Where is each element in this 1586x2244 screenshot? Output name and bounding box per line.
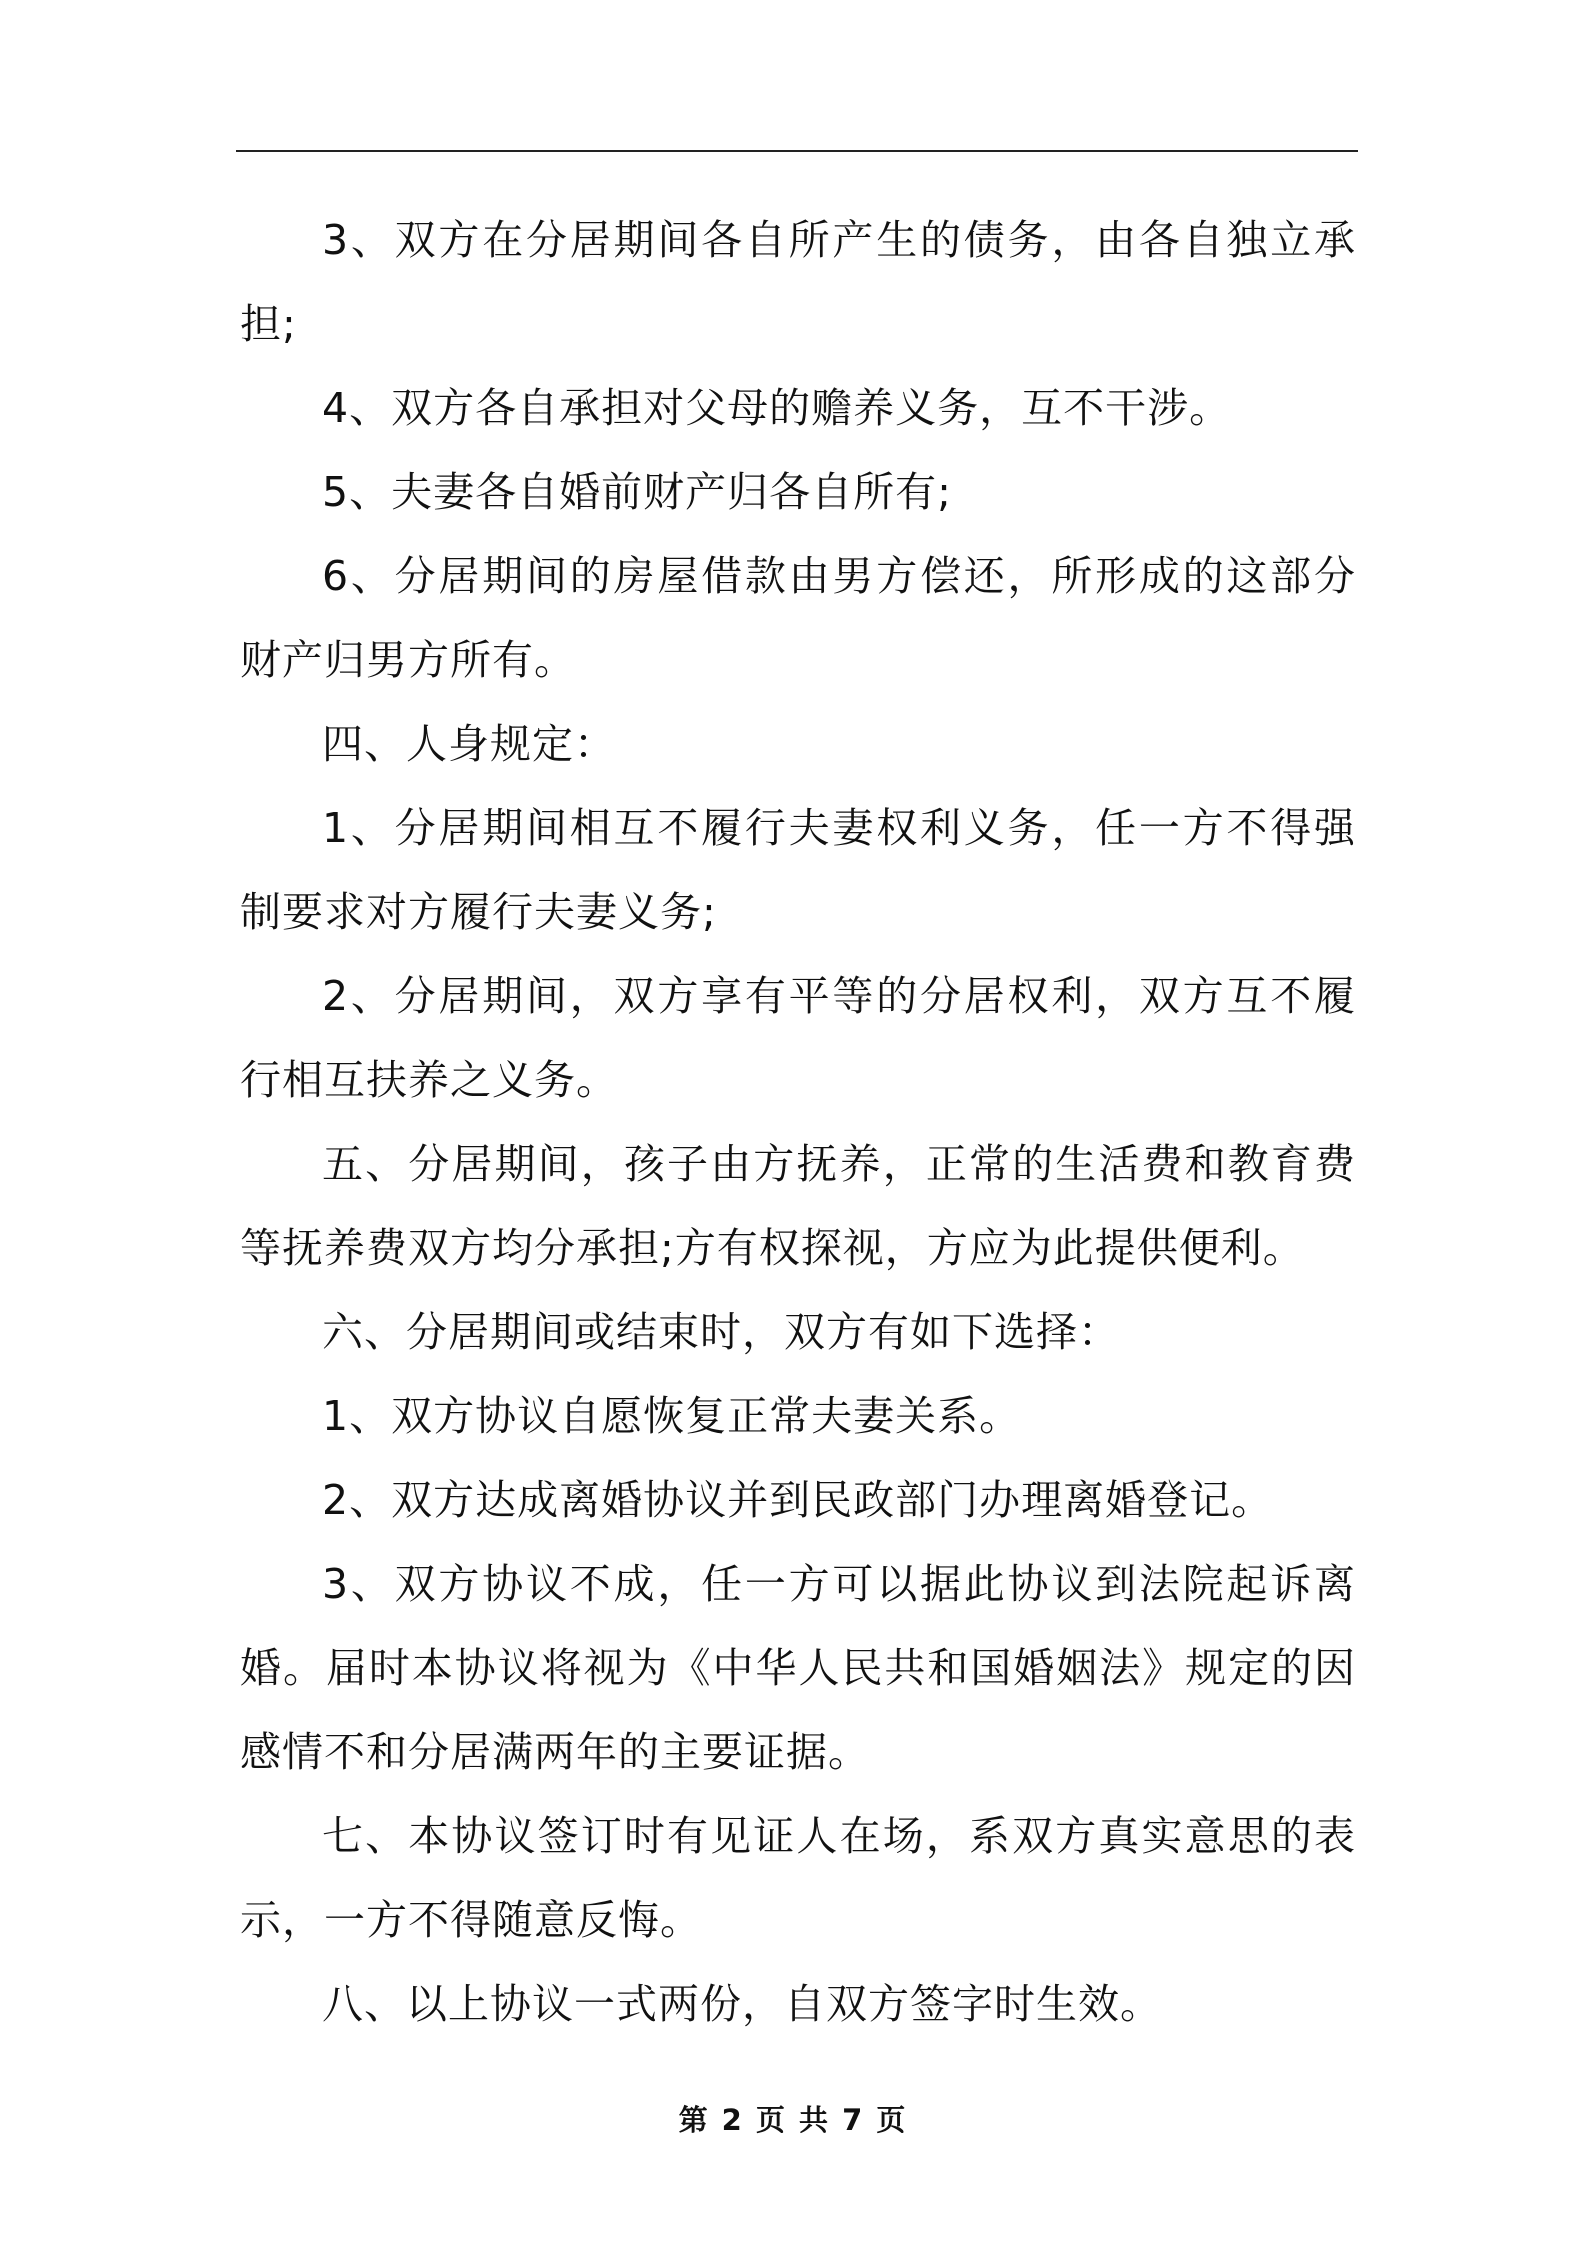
section-heading: 五、分居期间，孩子由方抚养，正常的生活费和教育费等抚养费双方均分承担;方有权探视，方应为此提供便利。 <box>240 1140 1356 1272</box>
paragraph: 1、分居期间相互不履行夫妻权利义务，任一方不得强制要求对方履行夫妻义务; <box>240 804 1356 936</box>
document-body <box>240 198 1356 2046</box>
paragraph: 3、双方协议不成，任一方可以据此协议到法院起诉离婚。届时本协议将视为《中华人民共和国婚姻法》规定的因感情不和分居满两年的主要证据。 <box>240 1560 1356 1776</box>
section-heading: 七、本协议签订时有见证人在场，系双方真实意思的表示，一方不得随意反悔。 <box>240 1812 1356 1944</box>
paragraph: 2、双方达成离婚协议并到民政部门办理离婚登记。 <box>322 1476 1274 1524</box>
header-rule <box>236 150 1358 152</box>
section-heading: 四、人身规定： <box>322 720 616 768</box>
paragraph: 1、双方协议自愿恢复正常夫妻关系。 <box>322 1392 1022 1440</box>
paragraph: 6、分居期间的房屋借款由男方偿还，所形成的这部分财产归男方所有。 <box>240 552 1356 684</box>
section-heading: 八、以上协议一式两份，自双方签字时生效。 <box>322 1980 1162 2028</box>
paragraph: 4、双方各自承担对父母的赡养义务，互不干涉。 <box>322 384 1232 432</box>
paragraph: 2、分居期间，双方享有平等的分居权利，双方互不履行相互扶养之义务。 <box>240 972 1356 1104</box>
section-heading: 六、分居期间或结束时，双方有如下选择： <box>322 1308 1120 1356</box>
paragraph: 3、双方在分居期间各自所产生的债务，由各自独立承担; <box>240 216 1356 348</box>
paragraph: 5、夫妻各自婚前财产归各自所有; <box>322 468 952 516</box>
page-number-footer: 第 2 页 共 7 页 <box>678 2103 908 2137</box>
